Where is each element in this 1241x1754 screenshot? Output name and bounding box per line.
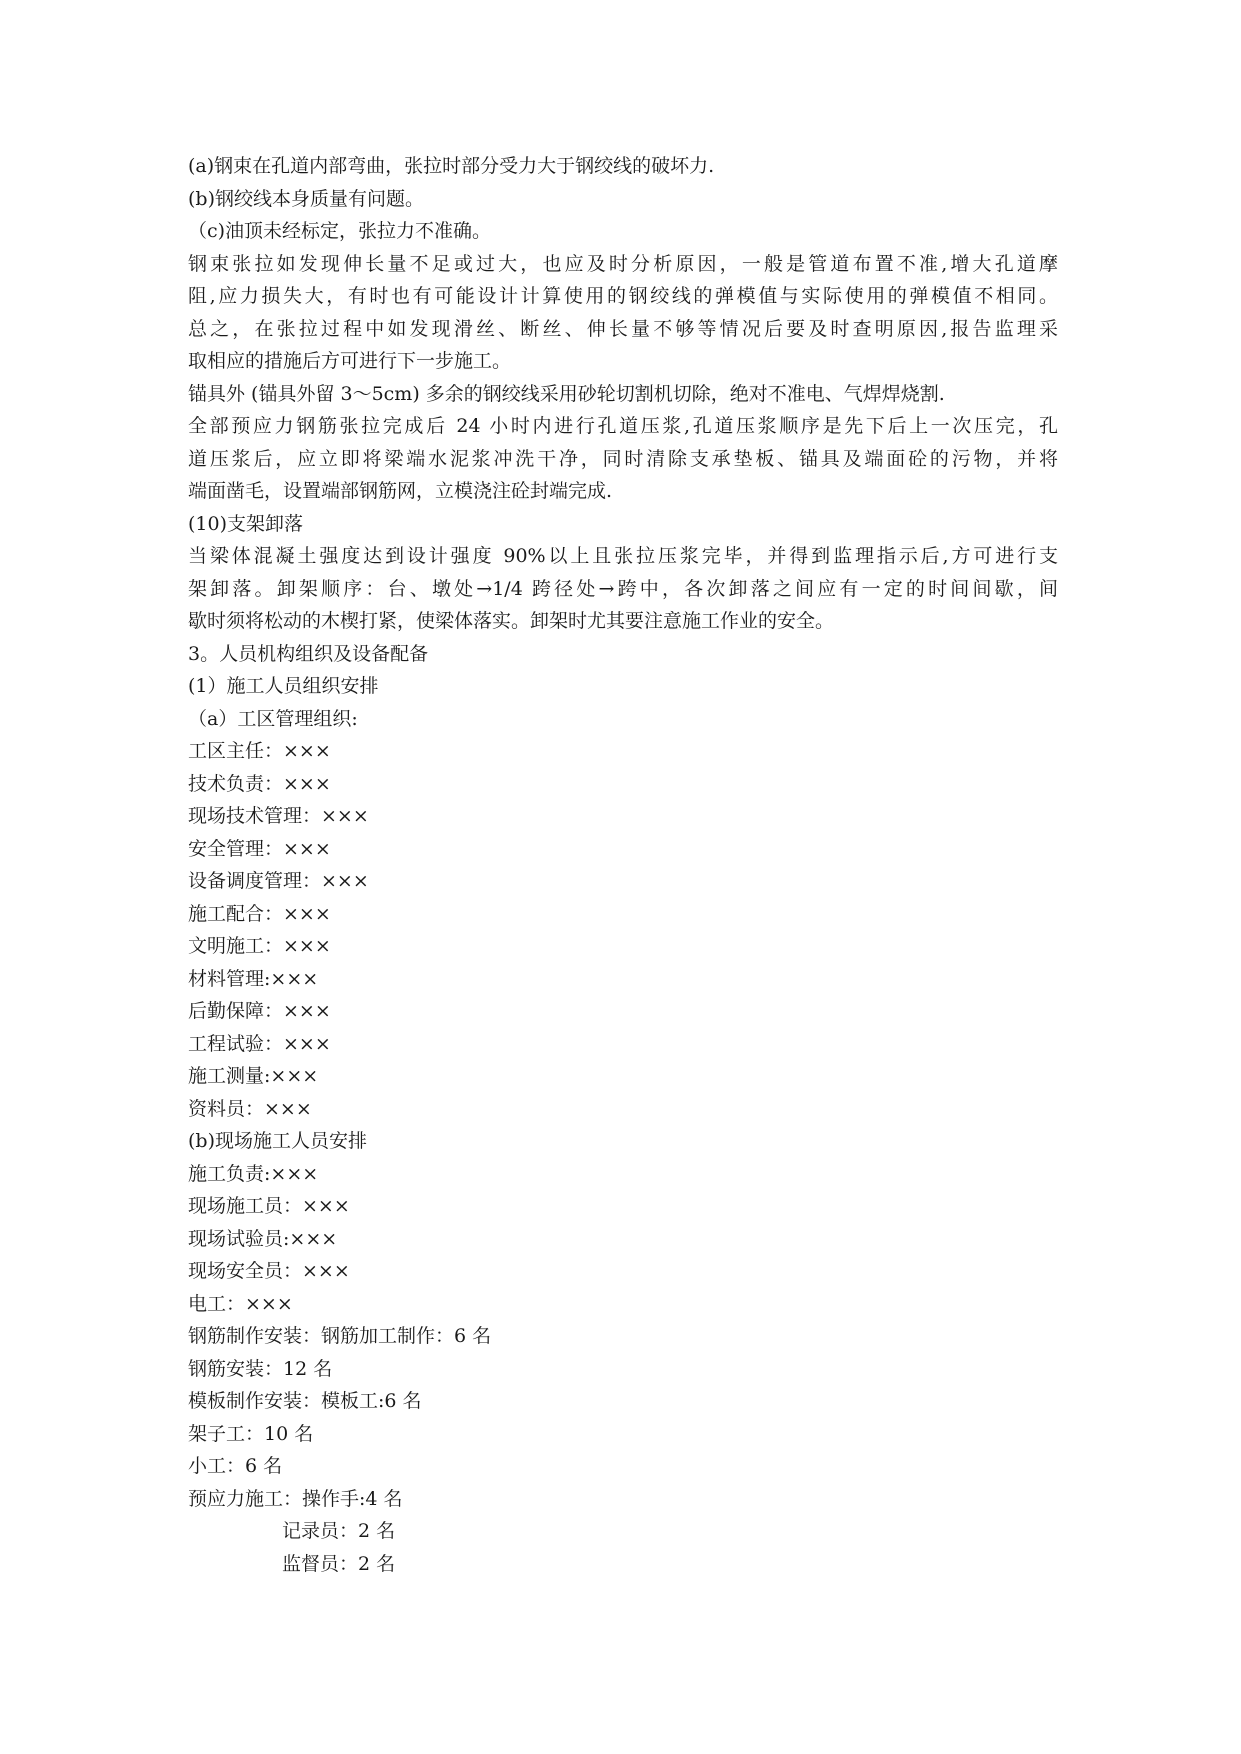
text-line: 全部预应力钢筋张拉完成后 24 小时内进行孔道压浆,孔道压浆顺序是先下后上一次压完，孔: [188, 415, 1058, 437]
text-line: (b)现场施工人员安排: [188, 1130, 367, 1152]
text-line: 技术负责：×××: [188, 772, 331, 795]
text-line: 架卸落。卸架顺序：台、墩处→1/4 跨径处→跨中，各次卸落之间应有一定的时间间歇，间: [188, 577, 1058, 600]
text-line: 小工：6 名: [188, 1455, 283, 1477]
text-line: 现场试验员:×××: [188, 1227, 338, 1250]
text-line: (10)支架卸落: [188, 512, 304, 535]
text-line: （a）工区管理组织:: [188, 707, 358, 730]
text-line: (a)钢束在孔道内部弯曲，张拉时部分受力大于钢绞线的破坏力.: [188, 155, 715, 177]
text-line: 现场施工员：×××: [188, 1195, 350, 1217]
text-line: 现场技术管理：×××: [188, 805, 369, 827]
text-line: 预应力施工：操作手:4 名: [188, 1487, 403, 1510]
text-line: 取相应的措施后方可进行下一步施工。: [188, 350, 512, 372]
text-line: 阻,应力损失大，有时也有可能设计计算使用的钢绞线的弹模值与实际使用的弹模值不相同。: [188, 285, 1058, 307]
text-line: 当梁体混凝土强度达到设计强度 90%以上且张拉压浆完毕，并得到监理指示后,方可进行支: [188, 545, 1058, 567]
text-line: 端面凿毛，设置端部钢筋网，立模浇注砼封端完成.: [188, 480, 613, 502]
text-line: 3。人员机构组织及设备配备: [188, 642, 429, 665]
text-line: 资料员：×××: [188, 1097, 312, 1120]
text-line: 工程试验：×××: [188, 1032, 331, 1055]
text-line: 电工：×××: [188, 1292, 293, 1315]
text-line: 模板制作安装：模板工:6 名: [188, 1390, 422, 1412]
text-line: 总之，在张拉过程中如发现滑丝、断丝、伸长量不够等情况后要及时查明原因,报告监理采: [188, 317, 1058, 340]
text-line: 监督员：2 名: [282, 1552, 396, 1575]
text-line: 施工测量:×××: [188, 1065, 319, 1087]
text-line: 安全管理：×××: [188, 837, 331, 860]
text-line: 现场安全员：×××: [188, 1260, 350, 1282]
text-line: 记录员：2 名: [282, 1520, 396, 1542]
text-line: (1）施工人员组织安排: [188, 675, 379, 697]
text-line: 架子工：10 名: [188, 1422, 314, 1445]
text-line: 锚具外 (锚具外留 3～5cm) 多余的钢绞线采用砂轮切割机切除，绝对不准电、气焊焊烧割.: [188, 382, 945, 405]
text-line: 工区主任：×××: [188, 740, 331, 762]
text-line: 材料管理:×××: [188, 967, 319, 990]
text-line: 施工负责:×××: [188, 1162, 319, 1185]
text-line: 钢束张拉如发现伸长量不足或过大，也应及时分析原因，一般是管道布置不准,增大孔道摩: [188, 252, 1058, 275]
text-line: 文明施工：×××: [188, 935, 331, 957]
text-line: （c)油顶未经标定，张拉力不准确。: [188, 220, 492, 242]
text-line: 钢筋制作安装：钢筋加工制作：6 名: [188, 1325, 492, 1347]
text-line: 后勤保障：×××: [188, 1000, 331, 1022]
document-body: [188, 150, 1058, 1580]
text-line: 歇时须将松动的木楔打紧，使梁体落实。卸架时尤其要注意施工作业的安全。: [188, 610, 835, 632]
text-line: 道压浆后，应立即将梁端水泥浆冲洗干净，同时清除支承垫板、锚具及端面砼的污物，并将: [188, 447, 1058, 470]
text-line: 设备调度管理：×××: [188, 870, 369, 892]
text-line: 钢筋安装：12 名: [188, 1357, 333, 1380]
text-line: 施工配合：×××: [188, 902, 331, 925]
text-line: (b)钢绞线本身质量有问题。: [188, 187, 424, 210]
